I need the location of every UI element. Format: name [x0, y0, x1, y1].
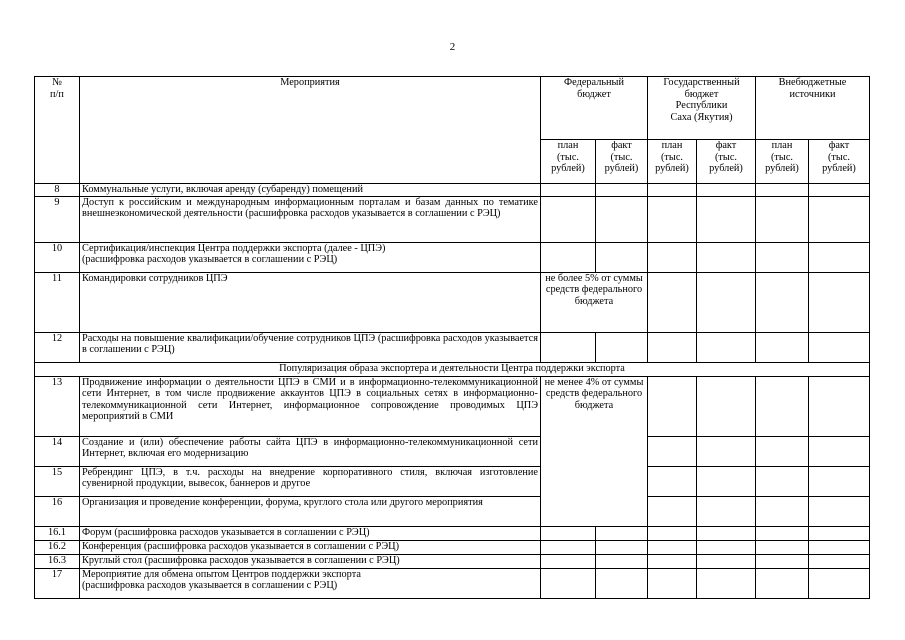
row-number: 16 [35, 496, 80, 526]
table-row [35, 526, 870, 540]
limit-note: не менее 4% от суммы средств федерального бюджета [541, 376, 648, 526]
table-row [35, 332, 870, 362]
row-number: 16.3 [35, 554, 80, 568]
row-event: Доступ к российским и международным информационным порталам и базам данных по тематике внешнеэкономической деятельности (расшифровка расходов указывается в соглашении с РЭЦ) [80, 196, 541, 242]
row-number: 16.2 [35, 540, 80, 554]
row-event: Конференция (расшифровка расходов указывается в соглашении с РЭЦ) [80, 540, 541, 554]
row-event: Коммунальные услуги, включая аренду (субаренду) помещений [80, 184, 541, 197]
table-row [35, 496, 870, 526]
row-number: 9 [35, 196, 80, 242]
header-extra: Внебюджетные источники [756, 77, 870, 140]
header-plan: план (тыс. рублей) [541, 140, 596, 184]
row-number: 15 [35, 466, 80, 496]
table-row [35, 540, 870, 554]
table-row [35, 242, 870, 272]
table-row [35, 196, 870, 242]
row-event: Круглый стол (расшифровка расходов указывается в соглашении с РЭЦ) [80, 554, 541, 568]
header-plan: план (тыс. рублей) [756, 140, 809, 184]
header-fact: факт (тыс. рублей) [596, 140, 648, 184]
header-federal: Федеральный бюджет [541, 77, 648, 140]
header-fact: факт (тыс. рублей) [809, 140, 870, 184]
row-event: Командировки сотрудников ЦПЭ [80, 272, 541, 332]
header-event: Мероприятия [80, 77, 541, 184]
row-event: Мероприятие для обмена опытом Центров поддержки экспорта (расшифровка расходов указывается в соглашении с РЭЦ) [80, 568, 541, 598]
header-fact: факт (тыс. рублей) [697, 140, 756, 184]
header-republic: Государственный бюджет Республики Саха (Якутия) [648, 77, 756, 140]
table-row [35, 554, 870, 568]
row-event: Форум (расшифровка расходов указывается в соглашении с РЭЦ) [80, 526, 541, 540]
row-number: 17 [35, 568, 80, 598]
header-num: № п/п [35, 77, 80, 184]
row-number: 11 [35, 272, 80, 332]
table-row [35, 376, 870, 436]
row-number: 14 [35, 436, 80, 466]
table-row [35, 466, 870, 496]
row-number: 13 [35, 376, 80, 436]
row-event: Ребрендинг ЦПЭ, в т.ч. расходы на внедрение корпоративного стиля, включая изготовление сувенирной продукции, вывесок, баннеров и другое [80, 466, 541, 496]
row-number: 10 [35, 242, 80, 272]
table-row [35, 184, 870, 197]
header-plan: план (тыс. рублей) [648, 140, 697, 184]
section-row [35, 362, 870, 376]
row-event: Сертификация/инспекция Центра поддержки экспорта (далее - ЦПЭ) (расшифровка расходов указывается в соглашении с РЭЦ) [80, 242, 541, 272]
row-number: 12 [35, 332, 80, 362]
table-row [35, 436, 870, 466]
table-row [35, 568, 870, 598]
row-event: Создание и (или) обеспечение работы сайта ЦПЭ в информационно-телекоммуникационной сети Интернет, включая его модернизацию [80, 436, 541, 466]
row-number: 16.1 [35, 526, 80, 540]
limit-note: не более 5% от суммы средств федерального бюджета [541, 272, 648, 332]
page-number: 2 [449, 41, 456, 53]
table-row [35, 272, 870, 332]
row-event: Продвижение информации о деятельности ЦПЭ в СМИ и в информационно-телекоммуникационной сети Интернет, в том числе продвижение аккаунтов ЦПЭ в социальных сетях в информационно-телекоммуникационной сети Интернет, информационное сопровождение проводимых ЦПЭ мероприятий в СМИ [80, 376, 541, 436]
section-title: Популяризация образа экспортера и деятельности Центра поддержки экспорта [35, 362, 870, 376]
budget-table [34, 76, 870, 599]
row-event: Организация и проведение конференции, форума, круглого стола или другого мероприятия [80, 496, 541, 526]
row-event: Расходы на повышение квалификации/обучение сотрудников ЦПЭ (расшифровка расходов указывается в соглашении с РЭЦ) [80, 332, 541, 362]
row-number: 8 [35, 184, 80, 197]
